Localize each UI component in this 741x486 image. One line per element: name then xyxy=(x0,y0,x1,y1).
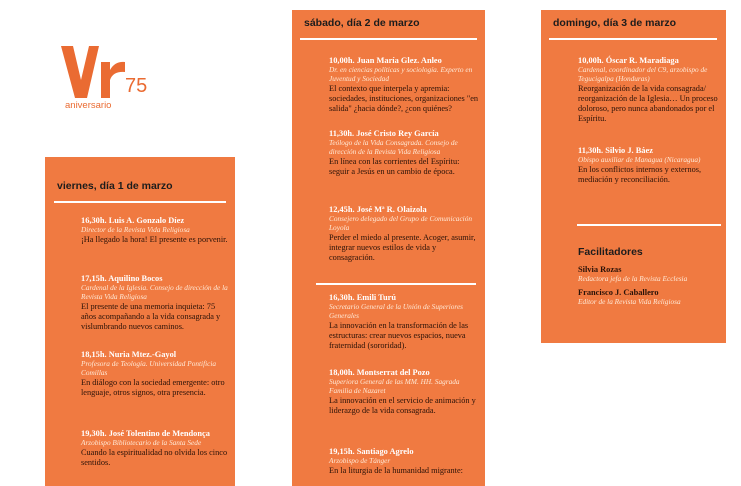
session-time-speaker: 11,30h. Silvio J. Báez xyxy=(578,146,653,155)
schedule-item xyxy=(81,350,231,398)
session-time-speaker: 12,45h. José Mª R. Olaizola xyxy=(329,205,427,214)
facilitator-name: Francisco J. Caballero xyxy=(578,288,659,297)
schedule-item xyxy=(329,368,479,416)
speaker-role: Superiora General de las MM. HH. Sagrada Familia de Nazaret xyxy=(329,377,460,396)
facilitator-role: Editor de la Revista Vida Religiosa xyxy=(578,297,681,307)
session-time-speaker: 11,30h. José Cristo Rey García xyxy=(329,129,439,138)
speaker-role: Secretario General de la Unión de Superiores Generales xyxy=(329,302,464,321)
session-title: Cuando la espiritualidad no olvida los cinco sentidos. xyxy=(81,448,228,468)
speaker-role: Cardenal, coordinador del C9, arzobispo de Tegucigalpa (Honduras) xyxy=(578,65,708,84)
session-title: La innovación en el servicio de animación y liderazgo de la vida consagrada. xyxy=(329,396,476,416)
schedule-item xyxy=(329,205,479,263)
speaker-role: Arzobispo Bibliotecario de la Santa Sede xyxy=(81,438,202,448)
session-title: El contexto que interpela y apremia: sociedades, instituciones, organizaciones "en salida" ¿hacia dónde?, ¿con quiénes? xyxy=(329,84,479,114)
day-heading: sábado, día 2 de marzo xyxy=(304,17,420,29)
schedule-item xyxy=(81,216,231,245)
divider xyxy=(54,201,226,203)
facilitators-heading: Facilitadores xyxy=(578,246,643,258)
vr-75-aniversario-logo xyxy=(59,40,159,110)
session-time-speaker: 10,00h. Juan María Glez. Anleo xyxy=(329,56,442,65)
divider xyxy=(316,283,476,285)
session-title: El presente de una memoria inquieta: 75 años acompañando a la vida consagrada y vislumbrando nuevos caminos. xyxy=(81,302,221,332)
schedule-column-saturday xyxy=(292,10,485,486)
session-time-speaker: 19,15h. Santiago Agrelo xyxy=(329,447,414,456)
facilitator-role: Redactora jefa de la Revista Ecclesia xyxy=(578,274,688,284)
session-title: En los conflictos internos y externos, mediación y reconciliación. xyxy=(578,165,702,185)
session-title: En línea con las corrientes del Espíritu: seguir a Jesús en un cambio de época. xyxy=(329,157,460,177)
speaker-role: Dr. en ciencias políticas y sociología. Experto en Juventud y Sociedad xyxy=(329,65,473,84)
schedule-item xyxy=(329,447,479,476)
session-time-speaker: 18,15h. Nuria Mtez.-Gayol xyxy=(81,350,177,359)
divider xyxy=(577,224,721,226)
speaker-role: Consejero delegado del Grupo de Comunicación Loyola xyxy=(329,214,473,233)
speaker-role: Teólogo de la Vida Consagrada. Consejo de dirección de la Revista Vida Religiosa xyxy=(329,138,458,157)
logo-caption: aniversario xyxy=(65,100,112,110)
session-time-speaker: 10,00h. Óscar R. Maradiaga xyxy=(578,56,679,65)
schedule-item xyxy=(329,129,479,177)
facilitator-item xyxy=(578,288,724,307)
schedule-item xyxy=(81,429,231,468)
speaker-role: Profesora de Teología. Universidad Pontificia Comillas xyxy=(81,359,217,378)
session-time-speaker: 16,30h. Emili Turú xyxy=(329,293,397,302)
speaker-role: Cardenal de la Iglesia. Consejo de dirección de la Revista Vida Religiosa xyxy=(81,283,228,302)
session-time-speaker: 17,15h. Aquilino Bocos xyxy=(81,274,163,283)
divider xyxy=(549,38,717,40)
session-title: En diálogo con la sociedad emergente: otro lenguaje, otros signos, otra presencia. xyxy=(81,378,225,398)
schedule-item xyxy=(578,56,724,124)
session-title: Reorganización de la vida consagrada/ reorganización de la Iglesia… Un proceso doloroso, pero nunca abandonados por el Espíritu. xyxy=(578,84,718,124)
facilitator-name: Silvia Rozas xyxy=(578,265,622,274)
session-time-speaker: 19,30h. José Tolentino de Mendonça xyxy=(81,429,210,438)
speaker-role: Obispo auxiliar de Managua (Nicaragua) xyxy=(578,155,701,165)
speaker-role: Director de la Revista Vida Religiosa xyxy=(81,225,190,235)
session-title: ¡Ha llegado la hora! El presente es porvenir. xyxy=(81,235,228,245)
session-title: Perder el miedo al presente. Acoger, asumir, integrar nuevos estilos de vida y consagración. xyxy=(329,233,476,263)
speaker-role: Arzobispo de Tánger xyxy=(329,456,391,466)
logo-number: 75 xyxy=(125,75,148,97)
schedule-item xyxy=(329,293,479,351)
day-heading: viernes, día 1 de marzo xyxy=(57,180,173,192)
schedule-item xyxy=(578,146,724,185)
session-time-speaker: 16,30h. Luis A. Gonzalo Díez xyxy=(81,216,185,225)
schedule-item xyxy=(329,56,479,114)
session-title: En la liturgia de la humanidad migrante: xyxy=(329,466,463,476)
divider xyxy=(300,38,477,40)
schedule-item xyxy=(81,274,231,332)
schedule-column-sunday xyxy=(541,10,726,343)
schedule-column-friday xyxy=(45,157,235,486)
session-title: La innovación en la transformación de las estructuras: crear nuevos espacios, nueva fraternidad (sororidad). xyxy=(329,321,469,351)
session-time-speaker: 18,00h. Montserrat del Pozo xyxy=(329,368,430,377)
facilitator-item xyxy=(578,265,724,284)
day-heading: domingo, día 3 de marzo xyxy=(553,17,677,29)
